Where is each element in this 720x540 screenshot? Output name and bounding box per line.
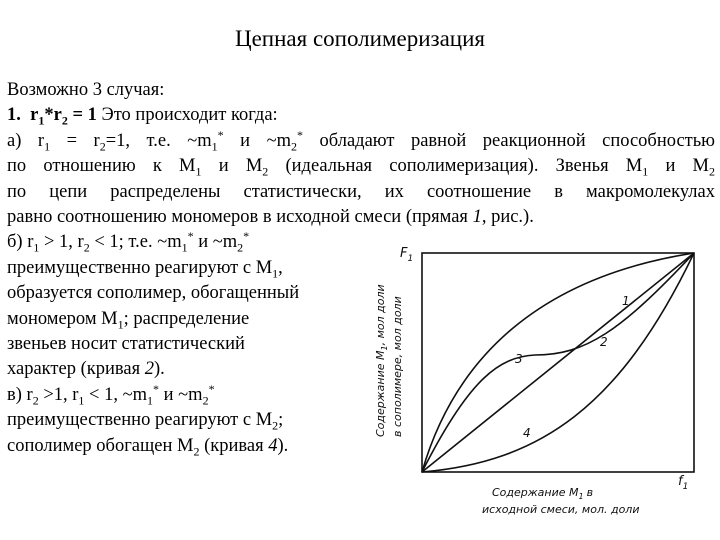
text-line-5	[7, 180, 715, 205]
text-line-2	[7, 103, 715, 128]
text-fragment: б) r	[7, 232, 34, 253]
subscript: 1	[117, 317, 124, 332]
subscript: 2	[99, 139, 106, 154]
subscript: 2	[709, 164, 716, 179]
text-fragment: ; распределение	[123, 308, 250, 329]
subscript: 2	[262, 164, 269, 179]
text-fragment: (кривая	[204, 435, 264, 456]
curve-ref: 1	[472, 207, 482, 228]
composition-diagram	[360, 237, 705, 527]
curve-ref: 4	[268, 435, 278, 456]
text-line-1	[7, 78, 715, 103]
subscript: 2	[32, 393, 39, 408]
y-axis-label-line-2: в сополимере, мол доли	[391, 296, 404, 437]
text-fragment: по отношению к М	[7, 156, 196, 177]
subscript: 2	[193, 444, 200, 459]
equation-text: = 1	[72, 105, 97, 126]
curve-label-1: 1	[622, 294, 630, 308]
subscript: 1	[44, 139, 51, 154]
text-line-6	[7, 205, 715, 230]
text-fragment: < 1; т.е. ~m	[94, 232, 182, 253]
text-fragment: обладают равной реакционной способностью	[319, 130, 716, 151]
subscript: 2	[61, 114, 68, 129]
subscript: 1	[181, 241, 188, 256]
superscript: *	[217, 127, 224, 142]
copolymerization-figure	[360, 237, 705, 527]
subscript: 1	[147, 393, 154, 408]
text-fragment: по цепи распределены статистически, их соотношение в макромолекулах	[7, 181, 715, 202]
y-axis-label-line-1: Содержание $M_1$, мол доли	[374, 284, 389, 437]
text-fragment: ;	[278, 410, 284, 431]
subscript: 1	[211, 139, 218, 154]
text-fragment: в) r	[7, 384, 33, 405]
superscript: *	[296, 127, 303, 142]
text-fragment: (идеальная сополимеризация). Звенья М	[285, 156, 643, 177]
text-fragment: и М	[218, 156, 263, 177]
superscript: *	[187, 229, 194, 244]
subscript: 2	[83, 241, 90, 256]
curve-label-2: 2	[600, 335, 608, 349]
case-number: 1.	[7, 105, 21, 126]
curve-1	[422, 253, 694, 472]
r-symbol: *r	[44, 105, 62, 126]
y-axis-symbol: $F_1$	[400, 246, 414, 264]
text-fragment: равно соотношению мономеров в исходной смеси (прямая	[7, 207, 468, 228]
subscript: 2	[272, 418, 279, 433]
text-fragment: < 1, ~m	[89, 384, 148, 405]
subscript: 2	[290, 139, 297, 154]
subscript: 1	[195, 164, 202, 179]
text-fragment: >1, r	[43, 384, 79, 405]
text-fragment: > 1, r	[43, 232, 84, 253]
text-fragment: и ~m	[240, 130, 291, 151]
curve-label-4: 4	[523, 426, 531, 440]
subscript: 2	[202, 393, 209, 408]
subscript: 1	[38, 114, 45, 129]
text-line-3	[7, 129, 715, 154]
superscript: *	[153, 381, 160, 396]
text-fragment: преимущественно реагируют с М	[7, 410, 273, 431]
x-axis-symbol: $f_1$	[678, 474, 689, 492]
text-fragment: преимущественно реагируют с М	[7, 257, 273, 278]
curve-label-3: 3	[515, 352, 523, 366]
text-fragment: =1, т.е. ~m	[105, 130, 212, 151]
subscript: 1	[642, 164, 649, 179]
text-fragment: , рис.).	[481, 207, 534, 228]
x-axis-label-line-1: Содержание $M_1$ в	[492, 486, 594, 501]
text-line-4	[7, 154, 715, 179]
text-fragment: = r	[66, 130, 100, 151]
text-fragment: и М	[665, 156, 710, 177]
subscript: 1	[33, 241, 40, 256]
text-fragment: и ~m	[198, 232, 238, 253]
text-fragment: характер (кривая	[7, 359, 141, 380]
text-fragment: сополимер обогащен М	[7, 435, 194, 456]
page-title: Цепная сополимеризация	[234, 26, 486, 51]
subscript: 2	[237, 241, 244, 256]
superscript: *	[208, 381, 215, 396]
text-fragment: ).	[153, 359, 165, 380]
text-fragment: ,	[278, 257, 283, 278]
text-fragment: звеньев носит статистический	[7, 334, 245, 355]
r-symbol: r	[30, 105, 39, 126]
text-fragment: мономером М	[7, 308, 118, 329]
superscript: *	[243, 229, 250, 244]
text-fragment: ).	[277, 435, 289, 456]
curve-ref: 2	[144, 359, 154, 380]
subscript: 1	[78, 393, 85, 408]
text-fragment: а) r	[7, 130, 45, 151]
x-axis-label-line-2: исходной смеси, мол. доли	[482, 503, 640, 516]
subscript: 1	[272, 266, 279, 281]
intro-text: Возможно 3 случая:	[7, 80, 165, 100]
condition-text: Это происходит когда:	[101, 105, 278, 126]
text-fragment: образуется сополимер, обогащенный	[7, 283, 300, 304]
text-fragment: и ~m	[163, 384, 203, 405]
